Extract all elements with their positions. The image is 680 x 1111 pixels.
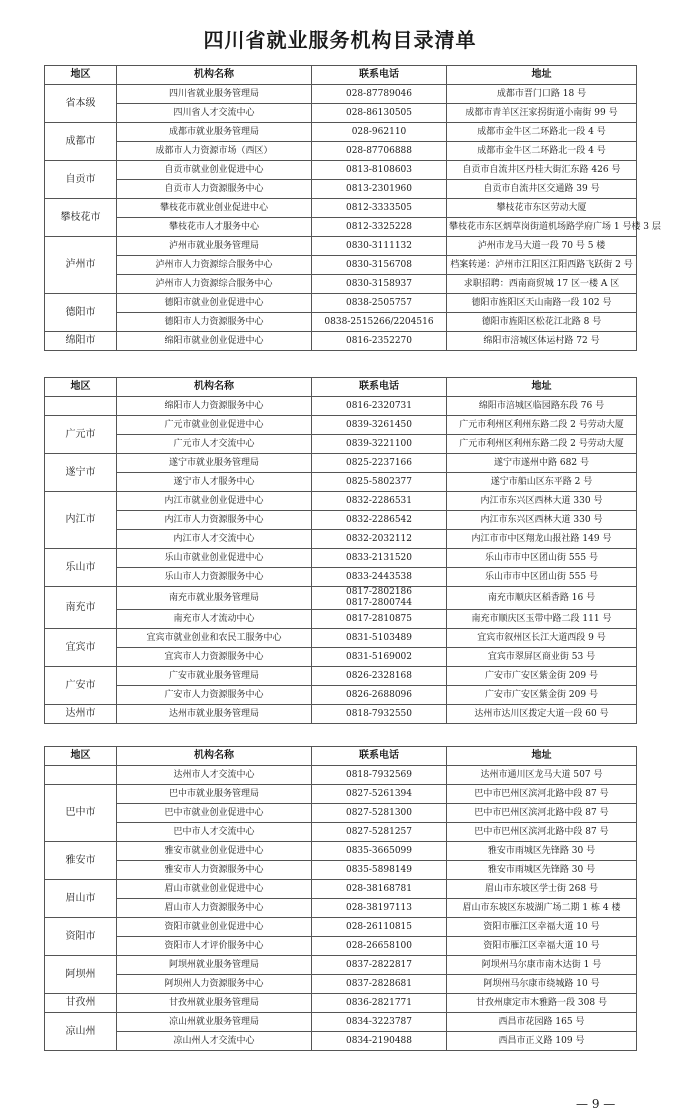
- phone-line: 0839-3221100: [345, 439, 413, 449]
- header-address: 地址: [447, 378, 637, 397]
- phone-line: 028-26110815: [345, 922, 413, 932]
- org-name-cell: 广安市就业服务管理局: [117, 667, 312, 686]
- phone-cell: [312, 530, 447, 549]
- table-row: [45, 530, 637, 549]
- address-cell: 绵阳市涪城区临园路东段 76 号: [447, 397, 637, 416]
- phone-cell: [312, 473, 447, 492]
- phone-line: 0832-2286531: [345, 496, 413, 506]
- org-name-cell: 泸州市人力资源综合服务中心: [117, 256, 312, 275]
- table-row: [45, 454, 637, 473]
- address-cell: 遂宁市遂州中路 682 号: [447, 454, 637, 473]
- phone-line: 0836-2821771: [345, 998, 413, 1008]
- table-row: [45, 549, 637, 568]
- table-row: [45, 237, 637, 256]
- address-cell: 成都市晋门口路 18 号: [447, 85, 637, 104]
- directory-table-3: [44, 746, 637, 1051]
- address-cell: 巴中市巴州区滨河北路中段 87 号: [447, 823, 637, 842]
- address-cell: 南充市顺庆区玉带中路二段 111 号: [447, 610, 637, 629]
- org-name-cell: 泸州市就业服务管理局: [117, 237, 312, 256]
- table-row: [45, 218, 637, 237]
- phone-cell: [312, 899, 447, 918]
- phone-line: 0837-2822817: [345, 960, 413, 970]
- directory-table-1: [44, 65, 661, 351]
- table-row: [45, 511, 637, 530]
- org-name-cell: 资阳市人才评价服务中心: [117, 937, 312, 956]
- table-row: [45, 880, 637, 899]
- phone-cell: [312, 397, 447, 416]
- phone-line: 0817-2810875: [345, 614, 413, 624]
- phone-cell: [312, 161, 447, 180]
- phone-cell: [312, 880, 447, 899]
- header-phone: 联系电话: [312, 747, 447, 766]
- org-name-cell: 眉山市就业创业促进中心: [117, 880, 312, 899]
- org-name-cell: 绵阳市就业创业促进中心: [117, 332, 312, 351]
- phone-cell: [312, 237, 447, 256]
- table-row: [45, 629, 637, 648]
- org-name-cell: 内江市人力资源服务中心: [117, 511, 312, 530]
- org-name-cell: 德阳市就业创业促进中心: [117, 294, 312, 313]
- table-row: [45, 648, 637, 667]
- table-row: [45, 705, 637, 724]
- page-number: — 9 —: [576, 1097, 616, 1111]
- phone-cell: [312, 123, 447, 142]
- phone-cell: [312, 549, 447, 568]
- table-row: [45, 313, 637, 332]
- org-name-cell: 宜宾市就业创业和农民工服务中心: [117, 629, 312, 648]
- header-phone: 联系电话: [312, 378, 447, 397]
- table-row: [45, 397, 637, 416]
- phone-line: 0827-5281300: [345, 808, 413, 818]
- address-cell: 乐山市市中区团山街 555 号: [447, 549, 637, 568]
- table-row: [45, 161, 637, 180]
- phone-cell: [312, 937, 447, 956]
- page-title: 四川省就业服务机构目录清单: [203, 28, 477, 52]
- table-row: [45, 823, 637, 842]
- phone-line: 0835-5898149: [345, 865, 413, 875]
- phone-line: 0830-3156708: [345, 260, 413, 270]
- address-cell: 成都市金牛区二环路北一段 4 号: [447, 142, 637, 161]
- org-name-cell: 宜宾市人力资源服务中心: [117, 648, 312, 667]
- region-cell: 甘孜州: [45, 994, 117, 1013]
- org-name-cell: 遂宁市人才服务中心: [117, 473, 312, 492]
- region-cell: 绵阳市: [45, 332, 117, 351]
- phone-cell: [312, 1032, 447, 1051]
- header-row: [45, 66, 637, 85]
- address-cell: 南充市顺庆区稻香路 16 号: [447, 587, 637, 610]
- address-cell: 成都市金牛区二环路北一段 4 号: [447, 123, 637, 142]
- phone-line: 0825-5802377: [345, 477, 413, 487]
- phone-line: 0825-2237166: [345, 458, 413, 468]
- org-name-cell: 达州市人才交流中心: [117, 766, 312, 785]
- org-name-cell: 资阳市就业创业促进中心: [117, 918, 312, 937]
- phone-cell: [312, 104, 447, 123]
- phone-line: 0834-2190488: [345, 1036, 413, 1046]
- table-row: [45, 686, 637, 705]
- region-cell: [45, 397, 117, 416]
- table-row: [45, 975, 637, 994]
- table-row: [45, 142, 637, 161]
- phone-line: 0830-3111132: [345, 241, 413, 251]
- org-name-cell: 广元市就业创业促进中心: [117, 416, 312, 435]
- header-org-name: 机构名称: [117, 66, 312, 85]
- phone-line: 028-38197113: [345, 903, 413, 913]
- address-cell: 达州市通川区龙马大道 507 号: [447, 766, 637, 785]
- phone-cell: [312, 1013, 447, 1032]
- address-cell: 达州市达川区拨定大道一段 60 号: [447, 705, 637, 724]
- address-cell: 巴中市巴州区滨河北路中段 87 号: [447, 785, 637, 804]
- address-cell: 宜宾市翠屏区商业街 53 号: [447, 648, 637, 667]
- org-name-cell: 阿坝州人力资源服务中心: [117, 975, 312, 994]
- phone-cell: [312, 705, 447, 724]
- org-name-cell: 内江市就业创业促进中心: [117, 492, 312, 511]
- phone-cell: [312, 511, 447, 530]
- org-name-cell: 自贡市就业创业促进中心: [117, 161, 312, 180]
- address-cell: 遂宁市船山区东平路 2 号: [447, 473, 637, 492]
- phone-line: 0826-2328168: [345, 671, 413, 681]
- header-address: 地址: [447, 747, 637, 766]
- phone-cell: [312, 568, 447, 587]
- org-name-cell: 凉山州就业服务管理局: [117, 1013, 312, 1032]
- phone-cell: [312, 313, 447, 332]
- org-name-cell: 自贡市人力资源服务中心: [117, 180, 312, 199]
- region-cell: 遂宁市: [45, 454, 117, 492]
- phone-line: 0831-5169002: [345, 652, 413, 662]
- org-name-cell: 攀枝花市就业创业促进中心: [117, 199, 312, 218]
- org-name-cell: 巴中市就业创业促进中心: [117, 804, 312, 823]
- org-name-cell: 德阳市人力资源服务中心: [117, 313, 312, 332]
- phone-line: 0830-3158937: [345, 279, 413, 289]
- org-name-cell: 凉山州人才交流中心: [117, 1032, 312, 1051]
- phone-line: 0839-3261450: [345, 420, 413, 430]
- org-name-cell: 泸州市人力资源综合服务中心: [117, 275, 312, 294]
- table-row: [45, 1032, 637, 1051]
- phone-line: 0835-3665099: [345, 846, 413, 856]
- phone-line: 0832-2286542: [345, 515, 413, 525]
- phone-line: 0813-8108603: [345, 165, 413, 175]
- address-cell: 广元市利州区利州东路二段 2 号劳动大厦: [447, 416, 637, 435]
- header-row: [45, 747, 637, 766]
- org-name-cell: 甘孜州就业服务管理局: [117, 994, 312, 1013]
- address-cell: 攀枝花市东区劳动大厦: [447, 199, 637, 218]
- table-row: [45, 256, 637, 275]
- org-name-cell: 成都市人力资源市场（西区）: [117, 142, 312, 161]
- table-row: [45, 435, 637, 454]
- phone-line: 0818-7932569: [345, 770, 413, 780]
- address-cell: 雅安市雨城区先锋路 30 号: [447, 861, 637, 880]
- phone-line: 0812-3333505: [345, 203, 413, 213]
- phone-cell: [312, 256, 447, 275]
- org-name-cell: 四川省就业服务管理局: [117, 85, 312, 104]
- phone-line: 028-87789046: [345, 89, 413, 99]
- table-row: [45, 861, 637, 880]
- table-row: [45, 899, 637, 918]
- org-name-cell: 广元市人才交流中心: [117, 435, 312, 454]
- region-cell: 资阳市: [45, 918, 117, 956]
- address-cell: 内江市东兴区西林大道 330 号: [447, 511, 637, 530]
- address-cell: 乐山市市中区团山街 555 号: [447, 568, 637, 587]
- phone-line: 028-26658100: [345, 941, 413, 951]
- phone-cell: [312, 180, 447, 199]
- phone-line: 0817-2802186: [345, 587, 413, 597]
- address-cell: 自贡市自流井区交通路 39 号: [447, 180, 637, 199]
- region-cell: 德阳市: [45, 294, 117, 332]
- table-row: [45, 937, 637, 956]
- phone-cell: [312, 416, 447, 435]
- table-row: [45, 473, 637, 492]
- org-name-cell: 眉山市人力资源服务中心: [117, 899, 312, 918]
- org-name-cell: 达州市就业服务管理局: [117, 705, 312, 724]
- region-cell: 内江市: [45, 492, 117, 549]
- address-cell: 巴中市巴州区滨河北路中段 87 号: [447, 804, 637, 823]
- address-cell: 甘孜州康定市木雅路一段 308 号: [447, 994, 637, 1013]
- org-name-cell: 雅安市就业创业促进中心: [117, 842, 312, 861]
- phone-line: 0837-2828681: [345, 979, 413, 989]
- header-org-name: 机构名称: [117, 747, 312, 766]
- table-row: [45, 123, 637, 142]
- region-cell: 达州市: [45, 705, 117, 724]
- address-cell: 眉山市东坡区东坡湖广场二期 1 栋 4 楼: [447, 899, 637, 918]
- table-row: [45, 918, 637, 937]
- phone-line: 0813-2301960: [345, 184, 413, 194]
- phone-line: 028-38168781: [345, 884, 413, 894]
- address-cell: 广安市广安区紫金街 209 号: [447, 667, 637, 686]
- phone-cell: [312, 994, 447, 1013]
- org-name-cell: 乐山市人力资源服务中心: [117, 568, 312, 587]
- org-name-cell: 成都市就业服务管理局: [117, 123, 312, 142]
- phone-cell: [312, 492, 447, 511]
- phone-cell: [312, 199, 447, 218]
- address-cell: 攀枝花市东区炳草岗街道机场路学府广场 1 号楼 3 层: [447, 218, 637, 237]
- org-name-cell: 乐山市就业创业促进中心: [117, 549, 312, 568]
- org-name-cell: 阿坝州就业服务管理局: [117, 956, 312, 975]
- phone-line: 0832-2032112: [345, 534, 413, 544]
- phone-cell: [312, 142, 447, 161]
- table-row: [45, 275, 637, 294]
- phone-line: 028-87706888: [345, 146, 413, 156]
- address-cell: 德阳市旌阳区天山南路一段 102 号: [447, 294, 637, 313]
- phone-cell: [312, 842, 447, 861]
- phone-cell: [312, 975, 447, 994]
- header-region: 地区: [45, 378, 117, 397]
- address-cell: 内江市东兴区西林大道 330 号: [447, 492, 637, 511]
- header-region: 地区: [45, 747, 117, 766]
- address-cell: 雅安市雨城区先锋路 30 号: [447, 842, 637, 861]
- region-cell: 乐山市: [45, 549, 117, 587]
- phone-line: 0812-3325228: [345, 222, 413, 232]
- phone-line: 0816-2352270: [345, 336, 413, 346]
- region-cell: 广元市: [45, 416, 117, 454]
- region-cell: 雅安市: [45, 842, 117, 880]
- phone-line: 0833-2131520: [345, 553, 413, 563]
- org-name-cell: 内江市人才交流中心: [117, 530, 312, 549]
- address-cell: 档案转递：泸州市江阳区江阳西路飞跃街 2 号: [447, 256, 637, 275]
- table-row: [45, 416, 637, 435]
- table-row: [45, 1013, 637, 1032]
- phone-cell: [312, 785, 447, 804]
- address-cell: 阿坝州马尔康市南木达街 1 号: [447, 956, 637, 975]
- header-address: 地址: [447, 66, 637, 85]
- phone-cell: [312, 804, 447, 823]
- table-row: [45, 842, 637, 861]
- table-row: [45, 804, 637, 823]
- phone-line: 0834-3223787: [345, 1017, 413, 1027]
- table-row: [45, 994, 637, 1013]
- phone-cell: [312, 918, 447, 937]
- phone-line: 0817-2800744: [345, 598, 413, 608]
- phone-cell: [312, 629, 447, 648]
- phone-cell: [312, 275, 447, 294]
- table-row: [45, 104, 637, 123]
- region-cell: [45, 766, 117, 785]
- org-name-cell: 四川省人才交流中心: [117, 104, 312, 123]
- region-cell: 眉山市: [45, 880, 117, 918]
- org-name-cell: 遂宁市就业服务管理局: [117, 454, 312, 473]
- region-cell: 广安市: [45, 667, 117, 705]
- org-name-cell: 南充市就业服务管理局: [117, 587, 312, 610]
- phone-cell: [312, 648, 447, 667]
- phone-cell: [312, 332, 447, 351]
- address-cell: 阿坝州马尔康市绕城路 10 号: [447, 975, 637, 994]
- org-name-cell: 广安市人力资源服务中心: [117, 686, 312, 705]
- phone-line: 0838-2515266/2204516: [324, 317, 434, 327]
- address-cell: 眉山市东坡区学士街 268 号: [447, 880, 637, 899]
- phone-cell: [312, 956, 447, 975]
- header-phone: 联系电话: [312, 66, 447, 85]
- phone-line: 0816-2320731: [345, 401, 413, 411]
- phone-line: 028-962110: [351, 127, 407, 137]
- address-cell: 德阳市旌阳区松花江北路 8 号: [447, 313, 637, 332]
- table-row: [45, 956, 637, 975]
- region-cell: 阿坝州: [45, 956, 117, 994]
- org-name-cell: 巴中市就业服务管理局: [117, 785, 312, 804]
- table-row: [45, 199, 637, 218]
- table-row: [45, 766, 637, 785]
- phone-cell: [312, 218, 447, 237]
- region-cell: 南充市: [45, 587, 117, 629]
- address-cell: 资阳市雁江区幸福大道 10 号: [447, 918, 637, 937]
- header-org-name: 机构名称: [117, 378, 312, 397]
- phone-cell: [312, 454, 447, 473]
- phone-cell: [312, 823, 447, 842]
- phone-cell: [312, 610, 447, 629]
- address-cell: 资阳市雁江区幸福大道 10 号: [447, 937, 637, 956]
- region-cell: 泸州市: [45, 237, 117, 294]
- phone-cell: [312, 766, 447, 785]
- table-row: [45, 667, 637, 686]
- phone-cell: [312, 686, 447, 705]
- phone-cell: [312, 85, 447, 104]
- table-row: [45, 492, 637, 511]
- header-row: [45, 378, 637, 397]
- address-cell: 泸州市龙马大道一段 70 号 5 楼: [447, 237, 637, 256]
- table-row: [45, 332, 637, 351]
- header-region: 地区: [45, 66, 117, 85]
- phone-line: 0838-2505757: [345, 298, 413, 308]
- phone-line: 0827-5281257: [345, 827, 413, 837]
- table-row: [45, 610, 637, 629]
- table-row: [45, 568, 637, 587]
- address-cell: 西昌市花园路 165 号: [447, 1013, 637, 1032]
- address-cell: 求职招聘：西南商贸城 17 区一楼 A 区: [447, 275, 637, 294]
- region-cell: 宜宾市: [45, 629, 117, 667]
- phone-cell: [312, 435, 447, 454]
- table-row: [45, 785, 637, 804]
- phone-line: 0831-5103489: [345, 633, 413, 643]
- org-name-cell: 南充市人才流动中心: [117, 610, 312, 629]
- table-row: [45, 85, 637, 104]
- org-name-cell: 攀枝花市人才服务中心: [117, 218, 312, 237]
- address-cell: 广安市广安区紫金街 209 号: [447, 686, 637, 705]
- region-cell: 巴中市: [45, 785, 117, 842]
- region-cell: 自贡市: [45, 161, 117, 199]
- phone-cell: [312, 587, 447, 610]
- address-cell: 成都市青羊区汪家拐街道小南街 99 号: [447, 104, 637, 123]
- address-cell: 西昌市正义路 109 号: [447, 1032, 637, 1051]
- org-name-cell: 雅安市人力资源服务中心: [117, 861, 312, 880]
- address-cell: 内江市市中区翔龙山报社路 149 号: [447, 530, 637, 549]
- table-row: [45, 180, 637, 199]
- org-name-cell: 巴中市人才交流中心: [117, 823, 312, 842]
- region-cell: 省本级: [45, 85, 117, 123]
- region-cell: 攀枝花市: [45, 199, 117, 237]
- address-cell: 自贡市自流井区丹桂大街汇东路 426 号: [447, 161, 637, 180]
- table-row: [45, 587, 637, 610]
- region-cell: 成都市: [45, 123, 117, 161]
- phone-cell: [312, 861, 447, 880]
- phone-line: 0827-5261394: [345, 789, 413, 799]
- phone-line: 0818-7932550: [345, 709, 413, 719]
- phone-line: 0833-2443538: [345, 572, 413, 582]
- phone-line: 0826-2688096: [345, 690, 413, 700]
- org-name-cell: 绵阳市人力资源服务中心: [117, 397, 312, 416]
- region-cell: 凉山州: [45, 1013, 117, 1051]
- address-cell: 绵阳市涪城区体运村路 72 号: [447, 332, 637, 351]
- phone-line: 028-86130505: [345, 108, 413, 118]
- phone-cell: [312, 667, 447, 686]
- address-cell: 广元市利州区利州东路二段 2 号劳动大厦: [447, 435, 637, 454]
- address-cell: 宜宾市叙州区长江大道西段 9 号: [447, 629, 637, 648]
- directory-table-2: [44, 377, 637, 724]
- table-row: [45, 294, 637, 313]
- phone-cell: [312, 294, 447, 313]
